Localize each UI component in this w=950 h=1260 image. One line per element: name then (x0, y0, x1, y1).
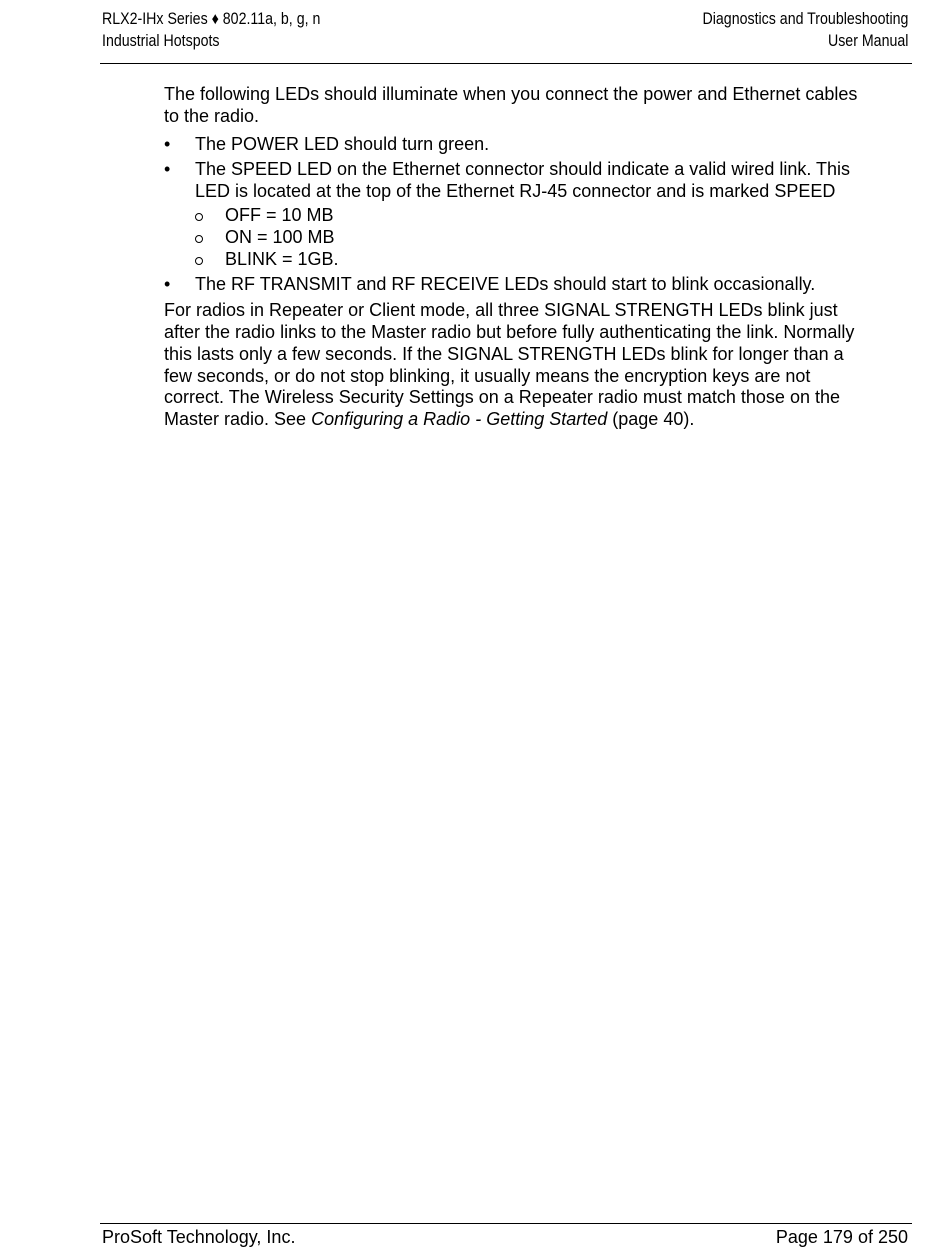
bullet-text: The RF TRANSMIT and RF RECEIVE LEDs should start to blink occasionally. (195, 274, 816, 295)
bullet-text: The SPEED LED on the Ethernet connector should indicate a valid wired link. This LED is located at the top of the Ethernet RJ-45 connector and is marked SPEED (195, 159, 851, 202)
speed-state-list (195, 205, 864, 270)
list-item (164, 274, 864, 296)
page-reference: (page 40). (612, 409, 695, 430)
circle-bullet-icon (195, 257, 203, 265)
led-bullet-list (164, 134, 864, 297)
list-item (195, 205, 864, 227)
page-header (100, 8, 912, 64)
circle-bullet-icon (195, 235, 203, 243)
header-product-series: RLX2-IHx Series ♦ 802.11a, b, g, n (102, 10, 321, 28)
footer-company: ProSoft Technology, Inc. (102, 1227, 296, 1247)
speed-state-text: BLINK = 1GB. (225, 248, 339, 269)
header-right (702, 8, 908, 52)
bullet-text: The POWER LED should turn green. (195, 133, 490, 154)
closing-paragraph (164, 300, 864, 431)
footer-page-number: Page 179 of 250 (775, 1227, 908, 1247)
list-item (195, 249, 864, 271)
circle-bullet-icon (195, 213, 203, 221)
list-item (195, 227, 864, 249)
page-content (164, 84, 864, 431)
bullet-icon: • (164, 133, 171, 154)
header-product-type: Industrial Hotspots (102, 32, 220, 50)
header-manual-title: User Manual (827, 32, 908, 50)
closing-text: For radios in Repeater or Client mode, all three SIGNAL STRENGTH LEDs blink just after the radio links to the Master radio but before fully authenticating the link. Normally this lasts only a few seconds. If the SIGNAL STRENGTH LEDs blink for longer than a few seconds, or do not stop blinking, it usually means the encryption keys are not correct. The Wireless Security Settings on a Repeater radio must match those on the Master radio. See (164, 300, 855, 430)
speed-state-text: ON = 100 MB (225, 226, 335, 247)
bullet-icon: • (164, 159, 171, 180)
header-left (102, 8, 320, 52)
intro-paragraph: The following LEDs should illuminate when you connect the power and Ethernet cables to the radio. (164, 84, 858, 126)
speed-state-text: OFF = 10 MB (225, 204, 334, 225)
list-item (164, 159, 864, 270)
bullet-icon: • (164, 274, 171, 295)
list-item (164, 134, 864, 156)
cross-reference-link[interactable]: Configuring a Radio - Getting Started (311, 409, 608, 430)
header-chapter-title: Diagnostics and Troubleshooting (702, 10, 908, 28)
page-footer (100, 1223, 912, 1254)
